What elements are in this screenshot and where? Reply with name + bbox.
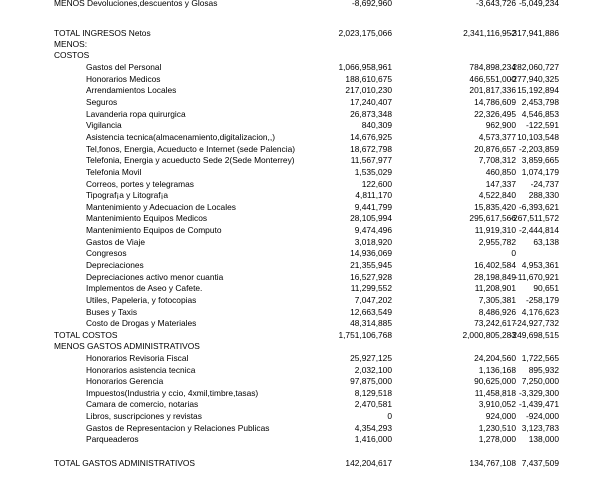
value-col2: 962,900	[485, 120, 516, 131]
value-col3: -277,940,325	[509, 73, 559, 84]
value-col2: 73,242,617	[474, 318, 516, 329]
row-label: Correos, portes y telegramas	[86, 178, 194, 189]
value-col1: 9,441,799	[354, 201, 392, 212]
table-row	[0, 97, 612, 107]
value-col2: 28,198,849	[474, 271, 516, 282]
value-col3: -267,511,572	[510, 213, 559, 224]
row-label: Implementos de Aseo y Cafete.	[86, 283, 203, 294]
value-col2: 7,708,312	[478, 155, 516, 166]
value-col1: 188,610,675	[345, 73, 392, 84]
table-row	[0, 388, 612, 398]
value-col3: -24,927,732	[514, 318, 559, 329]
table-row	[0, 365, 612, 375]
value-col3: 7,437,509	[521, 458, 559, 468]
value-col1: 2,032,100	[354, 364, 392, 375]
row-label: Gastos de Representacion y Relaciones Publicas	[86, 422, 270, 433]
row-label: Camara de comercio, notarias	[86, 399, 199, 410]
value-col3: -6,393,621	[518, 201, 559, 212]
row-total-ingresos	[0, 28, 612, 38]
row-label: Telefonia Movil	[86, 166, 142, 177]
table-row	[0, 248, 612, 258]
table-row	[0, 213, 612, 223]
row-label: TOTAL GASTOS ADMINISTRATIVOS	[54, 458, 196, 468]
value-col1: 48,314,885	[350, 318, 392, 329]
value-col3: 3,859,665	[521, 155, 559, 166]
value-col3: 15,192,894	[517, 85, 559, 96]
value-col1: 1,751,106,768	[338, 330, 392, 340]
row-label: Gastos de Viaje	[86, 236, 145, 247]
section-heading: COSTOS	[54, 50, 90, 60]
value-col2: 466,551,000	[469, 73, 516, 84]
value-col1: 16,527,928	[350, 271, 392, 282]
value-col1: 11,567,977	[350, 155, 392, 166]
value-col3: 895,932	[528, 364, 559, 375]
value-col3: -249,698,515	[509, 330, 559, 340]
row-label: Libros, suscripciones y revistas	[86, 411, 202, 421]
row-label: Honorarios Gerencia	[86, 376, 164, 387]
table-row	[0, 318, 612, 328]
value-col1: 26,873,348	[350, 108, 392, 119]
value-col1: 97,875,000	[350, 376, 392, 387]
row-label: MENOS Devoluciones,descuentos y Glosas	[54, 0, 218, 8]
row-label: TOTAL INGRESOS Netos	[54, 28, 151, 38]
row-label: Asistencia tecnica(almacenamiento,digitalizacion,,)	[86, 131, 275, 142]
table-row	[0, 120, 612, 130]
row-label: Buses y Taxis	[86, 306, 138, 317]
row-label: TOTAL COSTOS	[54, 330, 118, 340]
row-label: Honorarios asistencia tecnica	[86, 364, 196, 375]
table-row	[0, 307, 612, 317]
table-row	[0, 283, 612, 293]
row-label: Mantenimiento Equipos de Computo	[86, 225, 222, 236]
value-col2: 4,573,377	[478, 131, 516, 142]
value-col3: -5,049,234	[518, 0, 559, 8]
row-label: Impuestos(Industria y ccio, 4xmil,timbre,tasas)	[86, 387, 259, 398]
value-col3: 63,138	[533, 236, 559, 247]
value-col2: 90,625,000	[474, 376, 516, 387]
value-col3: -317,941,886	[509, 28, 559, 38]
value-col2: 7,305,381	[478, 295, 516, 305]
table-row	[0, 353, 612, 363]
row-label: Honorarios Revisoria Fiscal	[86, 353, 189, 363]
value-col3: 282,060,727	[512, 62, 559, 72]
table-row	[0, 376, 612, 386]
value-col1: 14,676,925	[350, 131, 392, 142]
value-col1: 2,023,175,066	[338, 28, 392, 38]
value-col2: 2,341,116,952	[463, 28, 516, 38]
value-col1: 12,663,549	[350, 306, 392, 317]
value-col1: 14,936,069	[350, 248, 392, 259]
value-col3: -924,000	[525, 411, 559, 421]
table-row	[0, 190, 612, 200]
value-col1: 0	[387, 411, 392, 421]
value-col2: 1,230,510	[478, 422, 516, 433]
value-col1: 21,355,945	[350, 260, 392, 271]
value-col2: 784,898,234	[469, 62, 516, 72]
table-row	[0, 272, 612, 282]
table-row	[0, 167, 612, 177]
value-col1: 122,600	[361, 178, 392, 189]
value-col1: 142,204,617	[345, 458, 392, 468]
value-col3: 10,103,548	[517, 131, 559, 142]
row-total-costos	[0, 330, 612, 340]
row-label: Arrendamientos Locales	[86, 85, 177, 96]
value-col3: -1,439,471	[518, 399, 559, 410]
value-col1: 2,470,581	[354, 399, 392, 410]
value-col2: 11,458,818	[474, 387, 516, 398]
value-col1: 25,927,125	[350, 353, 392, 363]
value-col3: -24,737	[530, 178, 559, 189]
table-row	[0, 85, 612, 95]
value-col2: 295,617,566	[469, 213, 516, 224]
value-col3: 90,651	[533, 283, 559, 294]
table-row	[0, 423, 612, 433]
value-col1: 17,240,407	[350, 96, 392, 107]
row-costos-heading	[0, 50, 612, 60]
row-label: Tipograf¡a y Litograf¡a	[86, 190, 169, 201]
value-col2: 924,000	[485, 411, 516, 421]
value-col3: -258,179	[525, 295, 559, 305]
value-col1: 7,047,202	[354, 295, 392, 305]
value-col2: 0	[511, 248, 516, 259]
row-label: Mantenimiento y Adecuacion de Locales	[86, 201, 236, 212]
value-col2: 20,876,657	[474, 143, 516, 154]
value-col1: 217,010,230	[345, 85, 392, 96]
row-label: Tel,fonos, Energia, Acueducto e Internet (sede Palencia)	[86, 143, 296, 154]
value-col3: 1,722,565	[521, 353, 559, 363]
table-row	[0, 132, 612, 142]
table-row	[0, 179, 612, 189]
value-col3: 7,250,000	[521, 376, 559, 387]
table-row	[0, 295, 612, 305]
value-col2: 8,486,926	[478, 306, 516, 317]
table-row	[0, 411, 612, 421]
table-row	[0, 225, 612, 235]
table-row	[0, 144, 612, 154]
section-heading: MENOS:	[54, 39, 88, 49]
value-col1: 1,066,958,961	[338, 62, 392, 72]
value-col2: 16,402,584	[474, 260, 516, 271]
value-col2: 2,955,782	[478, 236, 516, 247]
row-label: Parqueaderos	[86, 434, 139, 445]
row-total-gastos-adm	[0, 458, 612, 468]
value-col3: 288,330	[528, 190, 559, 201]
value-col3: 4,176,623	[521, 306, 559, 317]
value-col1: 4,354,293	[354, 422, 392, 433]
row-label: Costo de Drogas y Materiales	[86, 318, 197, 329]
row-label: Vigilancia	[86, 120, 122, 131]
value-col2: 14,786,609	[474, 96, 516, 107]
table-row	[0, 62, 612, 72]
row-menos-heading	[0, 39, 612, 49]
value-col3: 3,123,783	[521, 422, 559, 433]
row-menos-devoluciones	[0, 0, 612, 8]
value-col3: 4,546,853	[521, 108, 559, 119]
value-col2: 1,278,000	[478, 434, 516, 445]
table-row	[0, 399, 612, 409]
value-col1: -8,692,960	[351, 0, 392, 8]
value-col3: -3,329,300	[518, 387, 559, 398]
value-col3: -2,203,859	[518, 143, 559, 154]
value-col2: -3,643,726	[475, 0, 516, 8]
row-label: Utiles, Papeleria, y fotocopias	[86, 295, 197, 305]
value-col1: 1,416,000	[354, 434, 392, 445]
row-label: Depreciaciones activo menor cuantia	[86, 271, 224, 282]
value-col2: 134,767,108	[469, 458, 516, 468]
section-heading: MENOS GASTOS ADMINISTRATIVOS	[54, 341, 200, 351]
value-col1: 28,105,994	[350, 213, 392, 224]
value-col2: 201,817,336	[469, 85, 516, 96]
value-col2: 147,337	[485, 178, 516, 189]
row-label: Seguros	[86, 96, 118, 107]
value-col2: 15,835,420	[474, 201, 516, 212]
value-col1: 18,672,798	[350, 143, 392, 154]
row-label: Telefonia, Energia y acueducto Sede 2(Sede Monterrey)	[86, 155, 295, 166]
table-row	[0, 260, 612, 270]
table-row	[0, 434, 612, 444]
value-col3: -2,444,814	[518, 225, 559, 236]
row-label: Lavanderia ropa quirurgica	[86, 108, 186, 119]
row-label: Mantenimiento Equipos Medicos	[86, 213, 208, 224]
value-col2: 24,204,560	[474, 353, 516, 363]
row-label: Depreciaciones	[86, 260, 144, 271]
value-col3: 1,074,179	[521, 166, 559, 177]
table-row	[0, 109, 612, 119]
value-col1: 840,309	[361, 120, 392, 131]
table-row	[0, 237, 612, 247]
value-col2: 11,919,310	[474, 225, 516, 236]
value-col1: 11,299,552	[350, 283, 392, 294]
value-col2: 22,326,495	[474, 108, 516, 119]
value-col2: 3,910,052	[478, 399, 516, 410]
value-col2: 11,208,901	[474, 283, 516, 294]
value-col2: 460,850	[485, 166, 516, 177]
row-label: Congresos	[86, 248, 127, 259]
value-col1: 1,535,029	[354, 166, 392, 177]
value-col3: 138,000	[528, 434, 559, 445]
value-col1: 8,129,518	[354, 387, 392, 398]
table-row	[0, 155, 612, 165]
value-col1: 4,811,170	[355, 190, 392, 201]
row-label: Honorarios Medicos	[86, 73, 161, 84]
row-label: Gastos del Personal	[86, 62, 162, 72]
value-col3: -11,670,921	[514, 271, 559, 282]
value-col3: 4,953,361	[521, 260, 559, 271]
table-row	[0, 74, 612, 84]
value-col2: 1,136,168	[478, 364, 516, 375]
row-gastos-adm-heading	[0, 341, 612, 351]
value-col3: -122,591	[525, 120, 559, 131]
value-col2: 2,000,805,283	[462, 330, 516, 340]
value-col1: 9,474,496	[354, 225, 392, 236]
table-row	[0, 202, 612, 212]
value-col1: 3,018,920	[354, 236, 392, 247]
value-col2: 4,522,840	[478, 190, 516, 201]
value-col3: 2,453,798	[521, 96, 559, 107]
